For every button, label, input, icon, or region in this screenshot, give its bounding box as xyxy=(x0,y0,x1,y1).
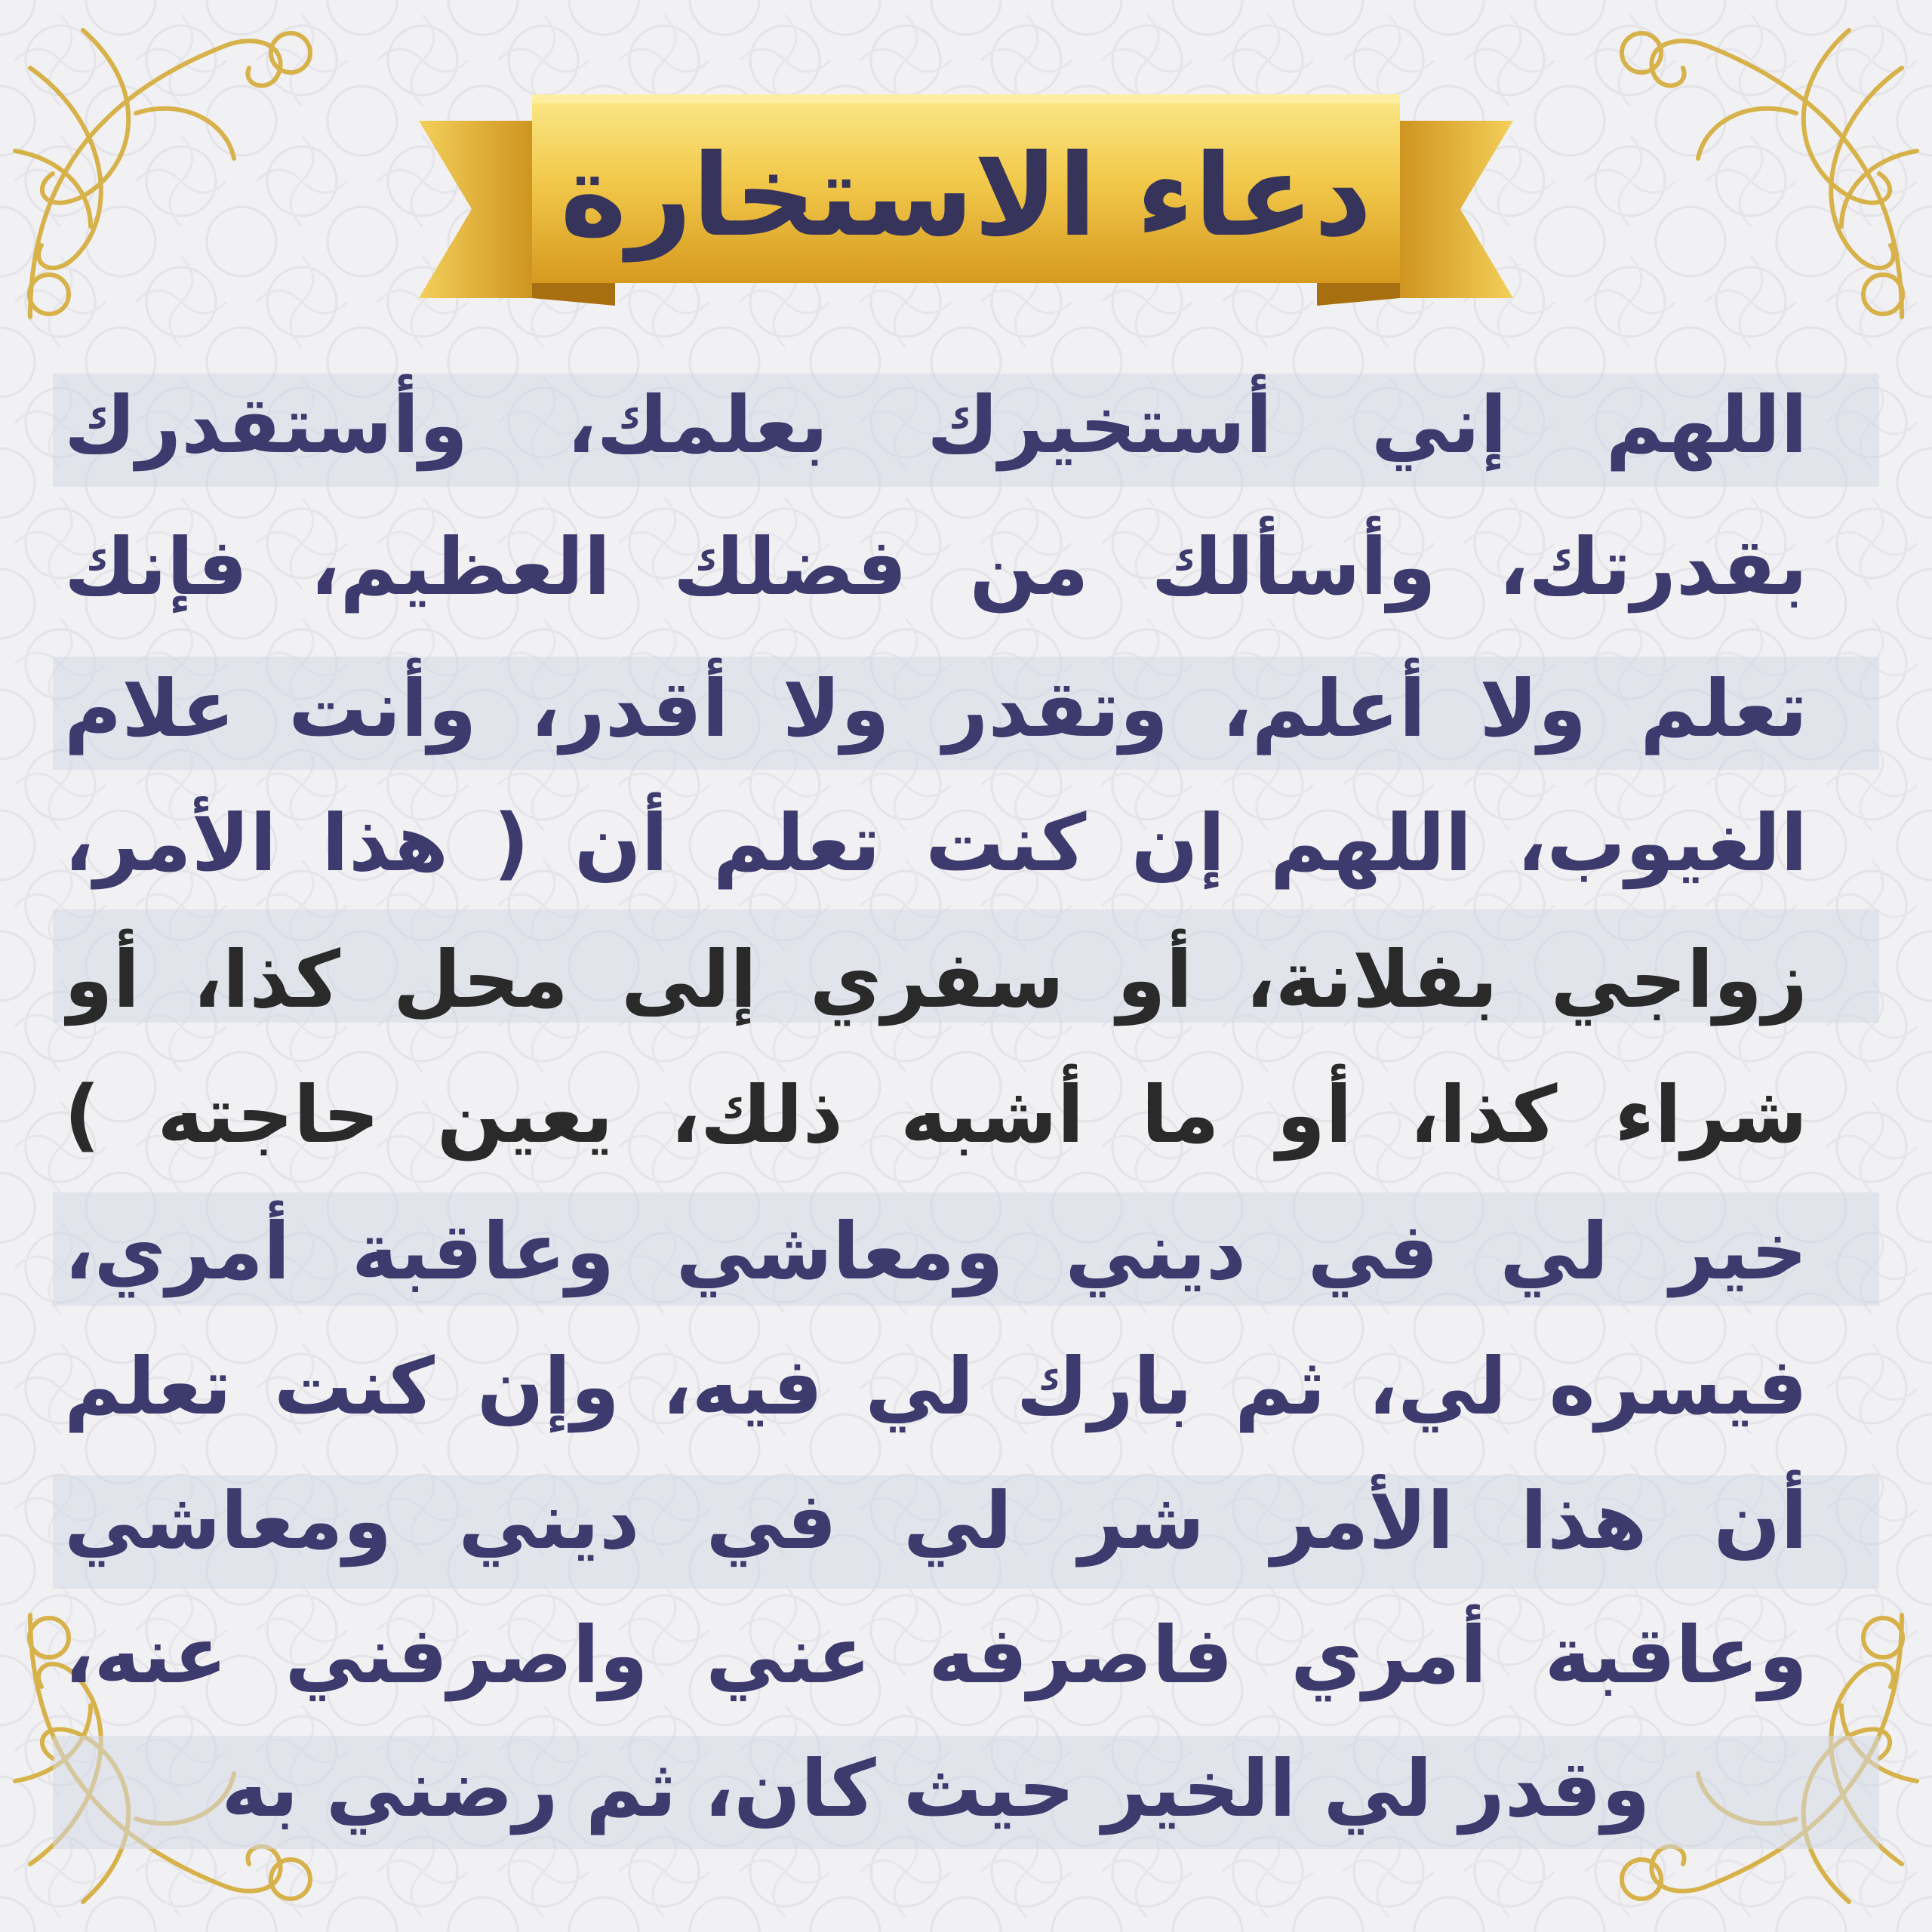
prayer-line: فيسره لي، ثم بارك لي فيه، وإن كنت تعلم xyxy=(64,1340,1807,1432)
prayer-line: وعاقبة أمري فاصرفه عني واصرفني عنه، xyxy=(64,1609,1807,1701)
prayer-line: وقدر لي الخير حيث كان، ثم رضني به xyxy=(221,1743,1651,1835)
prayer-line: زواجي بفلانة، أو سفري إلى محل كذا، أو xyxy=(64,934,1807,1026)
page-title: دعاء الاستخارة xyxy=(560,131,1372,262)
prayer-line: اللهم إني أستخيرك بعلمك، وأستقدرك xyxy=(64,379,1807,471)
prayer-line: الغيوب، اللهم إن كنت تعلم أن ( هذا الأمر، xyxy=(64,797,1807,889)
prayer-line: خير لي في ديني ومعاشي وعاقبة أمري، xyxy=(64,1205,1807,1297)
prayer-line: تعلم ولا أعلم، وتقدر ولا أقدر، وأنت علام xyxy=(64,663,1807,755)
prayer-line: شراء كذا، أو ما أشبه ذلك، يعين حاجته ) xyxy=(64,1069,1807,1161)
prayer-line: أن هذا الأمر شر لي في ديني ومعاشي xyxy=(64,1475,1807,1567)
prayer-line: بقدرتك، وأسألك من فضلك العظيم، فإنك xyxy=(64,521,1807,613)
